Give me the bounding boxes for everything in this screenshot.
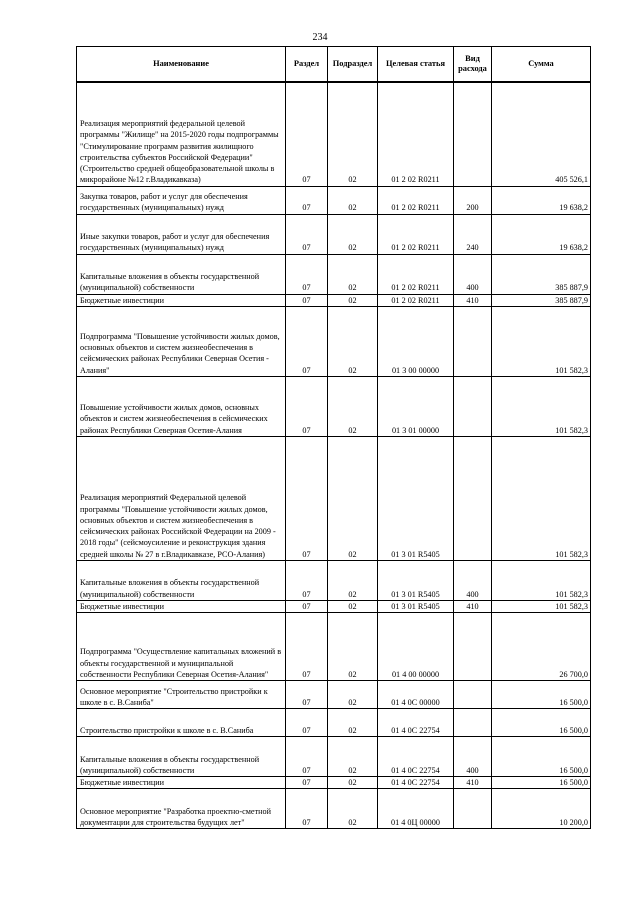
row-expense-type-cell xyxy=(454,436,492,560)
row-target-cell: 01 2 02 R0211 xyxy=(378,214,454,254)
row-subsection-cell: 02 xyxy=(328,294,378,306)
row-expense-type-cell: 400 xyxy=(454,560,492,600)
table-row xyxy=(77,436,591,560)
row-section-cell: 07 xyxy=(286,376,328,436)
row-expense-type-cell: 400 xyxy=(454,736,492,776)
table-row xyxy=(77,186,591,214)
row-subsection-cell: 02 xyxy=(328,680,378,708)
page-number: 234 xyxy=(312,32,328,43)
row-name-cell: Бюджетные инвестиции xyxy=(77,294,286,306)
col-header-subsection: Подраздел xyxy=(328,47,378,83)
row-name-cell: Бюджетные инвестиции xyxy=(77,600,286,612)
row-section-cell: 07 xyxy=(286,214,328,254)
row-expense-type-cell xyxy=(454,789,492,829)
row-target-cell: 01 4 0С 22754 xyxy=(378,708,454,736)
table-header-row xyxy=(77,47,591,83)
row-subsection-cell: 02 xyxy=(328,186,378,214)
row-amount-cell: 16 500,0 xyxy=(492,680,591,708)
row-target-cell: 01 2 02 R0211 xyxy=(378,186,454,214)
row-target-cell: 01 4 00 00000 xyxy=(378,612,454,680)
row-target-cell: 01 4 0С 22754 xyxy=(378,776,454,788)
row-target-cell: 01 3 00 00000 xyxy=(378,306,454,376)
col-header-target-article: Целевая статья xyxy=(378,47,454,83)
table-row xyxy=(77,789,591,829)
row-expense-type-cell: 410 xyxy=(454,294,492,306)
row-subsection-cell: 02 xyxy=(328,736,378,776)
row-subsection-cell: 02 xyxy=(328,376,378,436)
table-row xyxy=(77,736,591,776)
row-amount-cell: 101 582,3 xyxy=(492,306,591,376)
row-section-cell: 07 xyxy=(286,294,328,306)
row-subsection-cell: 02 xyxy=(328,82,378,186)
row-amount-cell: 10 200,0 xyxy=(492,789,591,829)
row-expense-type-cell: 240 xyxy=(454,214,492,254)
row-target-cell: 01 2 02 R0211 xyxy=(378,82,454,186)
row-amount-cell: 19 638,2 xyxy=(492,214,591,254)
row-name-cell: Капитальные вложения в объекты государственной (муниципальной) собственности xyxy=(77,560,286,600)
table-row xyxy=(77,82,591,186)
row-target-cell: 01 3 01 R5405 xyxy=(378,560,454,600)
row-subsection-cell: 02 xyxy=(328,254,378,294)
table-row xyxy=(77,294,591,306)
row-subsection-cell: 02 xyxy=(328,560,378,600)
row-expense-type-cell xyxy=(454,82,492,186)
col-header-expense-type: Вид расхода xyxy=(454,47,492,83)
row-subsection-cell: 02 xyxy=(328,776,378,788)
row-target-cell: 01 4 0Ц 00000 xyxy=(378,789,454,829)
row-amount-cell: 101 582,3 xyxy=(492,436,591,560)
row-expense-type-cell xyxy=(454,680,492,708)
row-subsection-cell: 02 xyxy=(328,214,378,254)
row-section-cell: 07 xyxy=(286,306,328,376)
row-amount-cell: 101 582,3 xyxy=(492,560,591,600)
row-amount-cell: 405 526,1 xyxy=(492,82,591,186)
table-row xyxy=(77,376,591,436)
row-expense-type-cell xyxy=(454,708,492,736)
row-subsection-cell: 02 xyxy=(328,436,378,560)
row-subsection-cell: 02 xyxy=(328,612,378,680)
table-row xyxy=(77,776,591,788)
row-expense-type-cell: 200 xyxy=(454,186,492,214)
row-target-cell: 01 3 01 R5405 xyxy=(378,600,454,612)
row-name-cell: Бюджетные инвестиции xyxy=(77,776,286,788)
table-row xyxy=(77,680,591,708)
row-section-cell: 07 xyxy=(286,708,328,736)
row-name-cell: Закупка товаров, работ и услуг для обеспечения государственных (муниципальных) нужд xyxy=(77,186,286,214)
row-amount-cell: 26 700,0 xyxy=(492,612,591,680)
row-name-cell: Иные закупки товаров, работ и услуг для обеспечения государственных (муниципальных) нужд xyxy=(77,214,286,254)
row-target-cell: 01 3 01 R5405 xyxy=(378,436,454,560)
row-subsection-cell: 02 xyxy=(328,708,378,736)
row-section-cell: 07 xyxy=(286,82,328,186)
row-section-cell: 07 xyxy=(286,776,328,788)
col-header-name: Наименование xyxy=(77,47,286,83)
table-row xyxy=(77,612,591,680)
row-section-cell: 07 xyxy=(286,736,328,776)
row-amount-cell: 101 582,3 xyxy=(492,376,591,436)
row-section-cell: 07 xyxy=(286,680,328,708)
table-row xyxy=(77,600,591,612)
row-target-cell: 01 2 02 R0211 xyxy=(378,294,454,306)
row-name-cell: Строительство пристройки к школе в с. В.Саниба xyxy=(77,708,286,736)
row-name-cell: Подпрограмма "Осуществление капитальных вложений в объекты государственной и муниципальной собственности Республики Северная Осетия-Алания" xyxy=(77,612,286,680)
row-subsection-cell: 02 xyxy=(328,789,378,829)
row-name-cell: Подпрограмма "Повышение устойчивости жилых домов, основных объектов и систем жизнеобеспечения в сейсмических районах Республики Северная Осетия - Алания" xyxy=(77,306,286,376)
row-subsection-cell: 02 xyxy=(328,600,378,612)
row-section-cell: 07 xyxy=(286,436,328,560)
col-header-amount: Сумма xyxy=(492,47,591,83)
row-amount-cell: 16 500,0 xyxy=(492,736,591,776)
row-section-cell: 07 xyxy=(286,789,328,829)
row-expense-type-cell xyxy=(454,612,492,680)
row-expense-type-cell: 410 xyxy=(454,776,492,788)
row-name-cell: Капитальные вложения в объекты государственной (муниципальной) собственности xyxy=(77,736,286,776)
row-name-cell: Основное мероприятие "Разработка проектно-сметной документации для строительства будущих лет" xyxy=(77,789,286,829)
row-amount-cell: 101 582,3 xyxy=(492,600,591,612)
row-name-cell: Повышение устойчивости жилых домов, основных объектов и систем жизнеобеспечения в сейсмических районах Республики Северная Осетия-Алания xyxy=(77,376,286,436)
row-section-cell: 07 xyxy=(286,600,328,612)
row-expense-type-cell xyxy=(454,376,492,436)
row-section-cell: 07 xyxy=(286,254,328,294)
table-row xyxy=(77,214,591,254)
row-amount-cell: 16 500,0 xyxy=(492,708,591,736)
row-name-cell: Реализация мероприятий Федеральной целевой программы "Повышение устойчивости жилых домов, основных объектов и систем жизнеобеспечения в сейсмических районах Российской Федерации на 2009 - 2018 годы" (сейсмоусиление и реконструкция здания средней школы № 27 в г.Владикавказе, РСО-Алания) xyxy=(77,436,286,560)
col-header-section: Раздел xyxy=(286,47,328,83)
table-row xyxy=(77,254,591,294)
row-section-cell: 07 xyxy=(286,560,328,600)
table-row xyxy=(77,306,591,376)
row-expense-type-cell: 400 xyxy=(454,254,492,294)
row-amount-cell: 385 887,9 xyxy=(492,294,591,306)
row-target-cell: 01 4 0С 22754 xyxy=(378,736,454,776)
row-name-cell: Реализация мероприятий федеральной целевой программы "Жилище" на 2015-2020 годы подпрограммы "Стимулирование программ развития жилищного строительства субъектов Российской Федерации" (Строительство средней общеобразовательной школы в микрорайоне №12 г.Владикавказа) xyxy=(77,82,286,186)
row-expense-type-cell xyxy=(454,306,492,376)
row-target-cell: 01 2 02 R0211 xyxy=(378,254,454,294)
row-name-cell: Капитальные вложения в объекты государственной (муниципальной) собственности xyxy=(77,254,286,294)
budget-table xyxy=(76,46,591,829)
row-amount-cell: 19 638,2 xyxy=(492,186,591,214)
table-row xyxy=(77,560,591,600)
row-expense-type-cell: 410 xyxy=(454,600,492,612)
table-row xyxy=(77,708,591,736)
row-name-cell: Основное мероприятие "Строительство пристройки к школе в с. В.Саниба" xyxy=(77,680,286,708)
row-target-cell: 01 4 0С 00000 xyxy=(378,680,454,708)
row-section-cell: 07 xyxy=(286,186,328,214)
row-subsection-cell: 02 xyxy=(328,306,378,376)
row-section-cell: 07 xyxy=(286,612,328,680)
row-amount-cell: 385 887,9 xyxy=(492,254,591,294)
row-target-cell: 01 3 01 00000 xyxy=(378,376,454,436)
row-amount-cell: 16 500,0 xyxy=(492,776,591,788)
